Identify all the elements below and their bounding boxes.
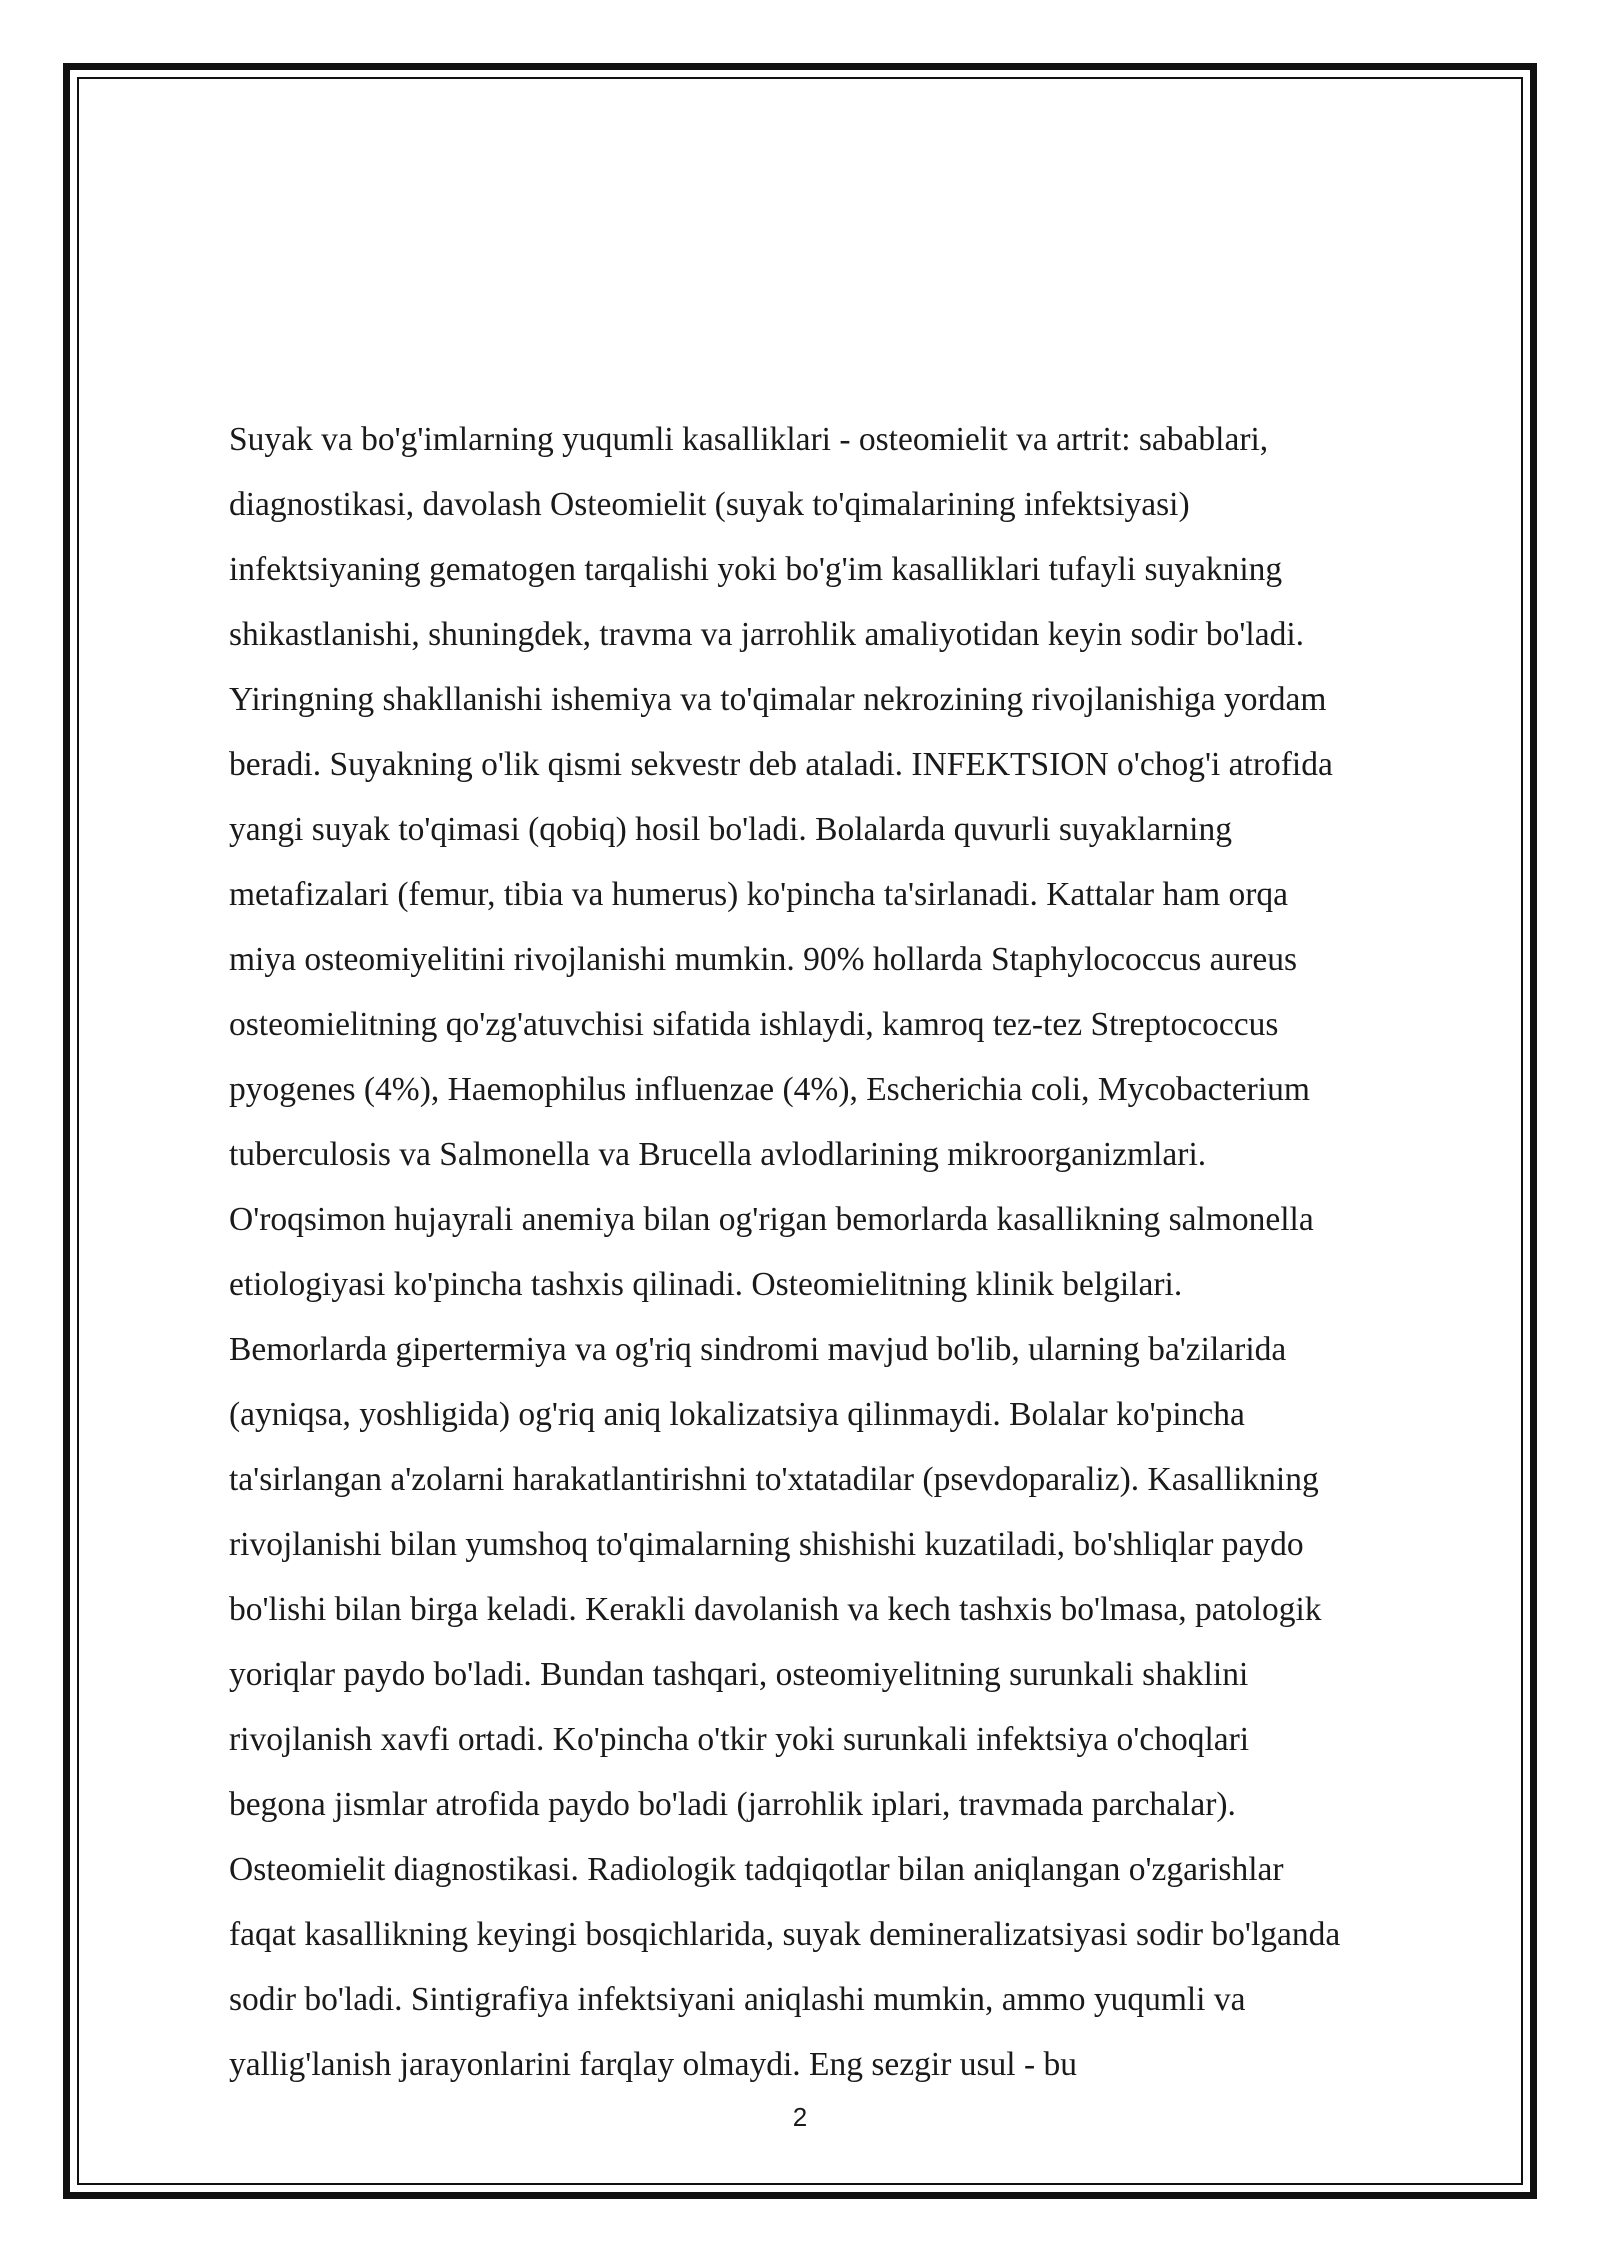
text-line: begona jismlar atrofida paydo bo'ladi (jarrohlik iplari, travmada parchalar). xyxy=(229,1786,1236,1823)
text-line: diagnostikasi, davolash Osteomielit (suyak to'qimalarining infektsiyasi) xyxy=(229,486,1190,523)
text-line: osteomielitning qo'zg'atuvchisi sifatida ishlaydi, kamroq tez-tez Streptococcus xyxy=(229,1006,1279,1043)
text-line: Yiringning shakllanishi ishemiya va to'qimalar nekrozining rivojlanishiga yordam xyxy=(229,681,1327,718)
text-line: tuberculosis va Salmonella va Brucella avlodlarining mikroorganizmlari. xyxy=(229,1136,1207,1173)
text-line: ta'sirlangan a'zolarni harakatlantirishni to'xtatadilar (psevdoparaliz). Kasallikning xyxy=(229,1461,1319,1498)
text-line: metafizalari (femur, tibia va humerus) ko'pincha ta'sirlanadi. Kattalar ham orqa xyxy=(229,876,1289,913)
text-line: rivojlanishi bilan yumshoq to'qimalarning shishishi kuzatiladi, bo'shliqlar paydo xyxy=(229,1526,1304,1563)
text-line: Bemorlarda gipertermiya va og'riq sindromi mavjud bo'lib, ularning ba'zilarida xyxy=(229,1331,1287,1368)
text-line: miya osteomiyelitini rivojlanishi mumkin. 90% hollarda Staphylococcus aureus xyxy=(229,941,1298,978)
text-line: yallig'lanish jarayonlarini farqlay olmaydi. Eng sezgir usul - bu xyxy=(229,2046,1077,2083)
page-number: 2 xyxy=(792,2102,808,2132)
text-line: pyogenes (4%), Haemophilus influenzae (4%), Escherichia coli, Mycobacterium xyxy=(229,1071,1310,1108)
text-line: faqat kasallikning keyingi bosqichlarida, suyak demineralizatsiyasi sodir bo'lganda xyxy=(229,1916,1341,1953)
text-line: (ayniqsa, yoshligida) og'riq aniq lokalizatsiya qilinmaydi. Bolalar ko'pincha xyxy=(229,1396,1245,1433)
text-line: sodir bo'ladi. Sintigrafiya infektsiyani aniqlashi mumkin, ammo yuqumli va xyxy=(229,1981,1246,2018)
text-line: rivojlanish xavfi ortadi. Ko'pincha o'tkir yoki surunkali infektsiya o'choqlari xyxy=(229,1721,1250,1758)
text-line: Suyak va bo'g'imlarning yuqumli kasalliklari - osteomielit va artrit: sabablari, xyxy=(229,421,1269,458)
text-line: beradi. Suyakning o'lik qismi sekvestr deb ataladi. INFEKTSION o'chog'i atrofida xyxy=(229,746,1333,783)
text-line: shikastlanishi, shuningdek, travma va jarrohlik amaliyotidan keyin sodir bo'ladi. xyxy=(229,616,1305,653)
text-line: Osteomielit diagnostikasi. Radiologik tadqiqotlar bilan aniqlangan o'zgarishlar xyxy=(229,1851,1284,1888)
text-line: bo'lishi bilan birga keladi. Kerakli davolanish va kech tashxis bo'lmasa, patologik xyxy=(229,1591,1322,1628)
text-line: yangi suyak to'qimasi (qobiq) hosil bo'ladi. Bolalarda quvurli suyaklarning xyxy=(229,811,1232,848)
text-line: yoriqlar paydo bo'ladi. Bundan tashqari, osteomiyelitning surunkali shaklini xyxy=(229,1656,1249,1693)
body-text xyxy=(229,407,1509,2097)
text-line: O'roqsimon hujayrali anemiya bilan og'rigan bemorlarda kasallikning salmonella xyxy=(229,1201,1314,1238)
text-line: infektsiyaning gematogen tarqalishi yoki bo'g'im kasalliklari tufayli suyakning xyxy=(229,551,1283,588)
text-line: etiologiyasi ko'pincha tashxis qilinadi. Osteomielitning klinik belgilari. xyxy=(229,1266,1183,1303)
